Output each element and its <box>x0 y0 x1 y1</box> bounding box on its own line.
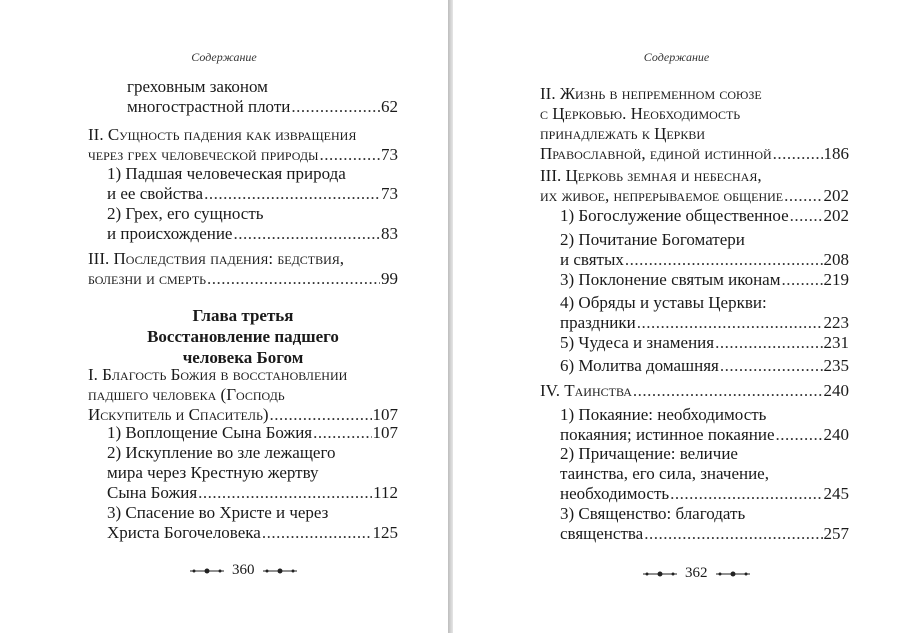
toc-entry <box>88 365 398 425</box>
toc-line: 1) Падшая человеческая природа <box>107 164 346 183</box>
page-number: 240 <box>823 381 849 400</box>
toc-line: Искупитель и Спаситель) <box>88 405 269 424</box>
toc-entry <box>560 293 849 333</box>
toc-line: и святых <box>560 250 624 269</box>
toc-line: многострастной плоти <box>127 97 291 116</box>
toc-entry <box>107 503 398 543</box>
toc-line: III. Церковь земная и небесная, <box>540 166 762 185</box>
page-number: 83 <box>381 224 398 243</box>
toc-line: покаяния; истинное покаяние <box>560 425 775 444</box>
leader-dots <box>262 523 372 543</box>
toc-line: II. Жизнь в непременном союзе <box>540 84 762 103</box>
leader-dots <box>291 97 380 117</box>
toc-line: праздники <box>560 313 636 332</box>
toc-line: таинства, его сила, значение, <box>560 464 769 483</box>
page-number: 107 <box>372 405 398 424</box>
chapter-heading <box>88 305 398 368</box>
ornament-icon <box>190 567 224 575</box>
page-number: 112 <box>373 483 398 502</box>
toc-entry <box>127 77 398 117</box>
page-number: 62 <box>381 97 398 116</box>
folio-number: 362 <box>685 565 708 581</box>
leader-dots <box>670 484 822 504</box>
toc-line: 1) Воплощение Сына Божия <box>107 423 313 442</box>
toc-line: 2) Искупление во зле лежащего <box>107 443 336 462</box>
ornament-icon <box>263 567 297 575</box>
toc-entry <box>560 230 849 270</box>
page-folio <box>190 562 297 579</box>
chapter-number: Глава третья <box>192 306 294 325</box>
leader-dots <box>637 313 823 333</box>
toc-entry <box>107 423 398 443</box>
toc-line: 2) Причащение: величие <box>560 444 738 463</box>
toc-line: через грех человеческой природы <box>88 145 319 164</box>
toc-entry <box>107 164 398 204</box>
leader-dots <box>715 333 822 353</box>
toc-line: IV. Таинства <box>540 381 632 400</box>
page-number: 208 <box>823 250 849 269</box>
right-page <box>453 0 900 633</box>
leader-dots <box>207 269 380 289</box>
page-number: 235 <box>823 356 849 375</box>
toc-entry <box>540 381 849 401</box>
toc-entry <box>560 206 849 226</box>
leader-dots <box>720 356 823 376</box>
page-number: 202 <box>823 186 849 205</box>
toc-entry <box>560 333 849 353</box>
toc-line: 2) Грех, его сущность <box>107 204 264 223</box>
toc-line: I. Благость Божия в восстановлении <box>88 365 348 384</box>
toc-entry <box>540 166 849 206</box>
toc-line: III. Последствия падения: бедствия, <box>88 249 345 268</box>
leader-dots <box>204 184 380 204</box>
page-number: 257 <box>823 524 849 543</box>
leader-dots <box>270 405 372 425</box>
toc-line: 3) Священство: благодать <box>560 504 746 523</box>
toc-line: 3) Спасение во Христе и через <box>107 503 329 522</box>
toc-line: Православной, единой истинной <box>540 144 772 163</box>
leader-dots <box>233 224 380 244</box>
toc-line: греховным законом <box>127 77 268 96</box>
toc-line: и происхождение <box>107 224 233 243</box>
toc-entry <box>560 405 849 445</box>
leader-dots <box>198 483 372 503</box>
chapter-title: Восстановление падшего <box>147 327 339 346</box>
toc-line: 3) Поклонение святым иконам <box>560 270 781 289</box>
ornament-icon <box>643 570 677 578</box>
toc-line: Сына Божия <box>107 483 198 502</box>
leader-dots <box>313 423 371 443</box>
leader-dots <box>790 206 823 226</box>
running-head: Содержание <box>191 50 257 64</box>
toc-entry <box>540 84 849 164</box>
toc-entry <box>560 270 849 290</box>
toc-entry <box>560 356 849 376</box>
page-number: 73 <box>381 184 398 203</box>
running-head: Содержание <box>643 50 710 64</box>
toc-line: 1) Покаяние: необходимость <box>560 405 767 424</box>
page-number: 231 <box>823 333 849 352</box>
toc-line: падшего человека (Господь <box>88 385 285 404</box>
toc-entry <box>107 204 398 244</box>
chapter-title: человека Богом <box>182 348 304 367</box>
page-number: 219 <box>823 270 849 289</box>
left-page <box>0 0 448 633</box>
toc-line: священства <box>560 524 644 543</box>
toc-line: 4) Обряды и уставы Церкви: <box>560 293 767 312</box>
toc-line: 6) Молитва домашняя <box>560 356 719 375</box>
page-number: 125 <box>372 523 398 542</box>
toc-entry <box>107 443 398 503</box>
leader-dots <box>644 524 822 544</box>
page-number: 202 <box>823 206 849 225</box>
toc-line: болезни и смерть <box>88 269 207 288</box>
toc-line: Христа Богочеловека <box>107 523 261 542</box>
toc-line: 1) Богослужение общественное <box>560 206 789 225</box>
folio-number: 360 <box>232 562 255 578</box>
leader-dots <box>625 250 823 270</box>
leader-dots <box>784 186 822 206</box>
leader-dots <box>776 425 823 445</box>
leader-dots <box>773 144 823 164</box>
toc-line: их живое, непрерываемое общение <box>540 186 784 205</box>
ornament-icon <box>716 570 750 578</box>
leader-dots <box>782 270 823 290</box>
toc-entry <box>88 125 398 165</box>
toc-entry <box>88 249 398 289</box>
toc-line: с Церковью. Необходимость <box>540 104 741 123</box>
page-folio <box>643 565 750 582</box>
toc-line: и ее свойства <box>107 184 204 203</box>
toc-line: необходимость <box>560 484 670 503</box>
toc-line: 2) Почитание Богоматери <box>560 230 745 249</box>
page-number: 107 <box>372 423 398 442</box>
leader-dots <box>319 145 380 165</box>
toc-entry <box>560 444 849 504</box>
page-number: 99 <box>381 269 398 288</box>
toc-line: II. Сущность падения как извращения <box>88 125 357 144</box>
page-number: 73 <box>381 145 398 164</box>
page-number: 240 <box>823 425 849 444</box>
leader-dots <box>633 381 823 401</box>
page-number: 186 <box>823 144 849 163</box>
toc-line: принадлежать к Церкви <box>540 124 706 143</box>
toc-line: мира через Крестную жертву <box>107 463 319 482</box>
toc-entry <box>560 504 849 544</box>
page-number: 245 <box>823 484 849 503</box>
page-number: 223 <box>823 313 849 332</box>
toc-line: 5) Чудеса и знамения <box>560 333 715 352</box>
